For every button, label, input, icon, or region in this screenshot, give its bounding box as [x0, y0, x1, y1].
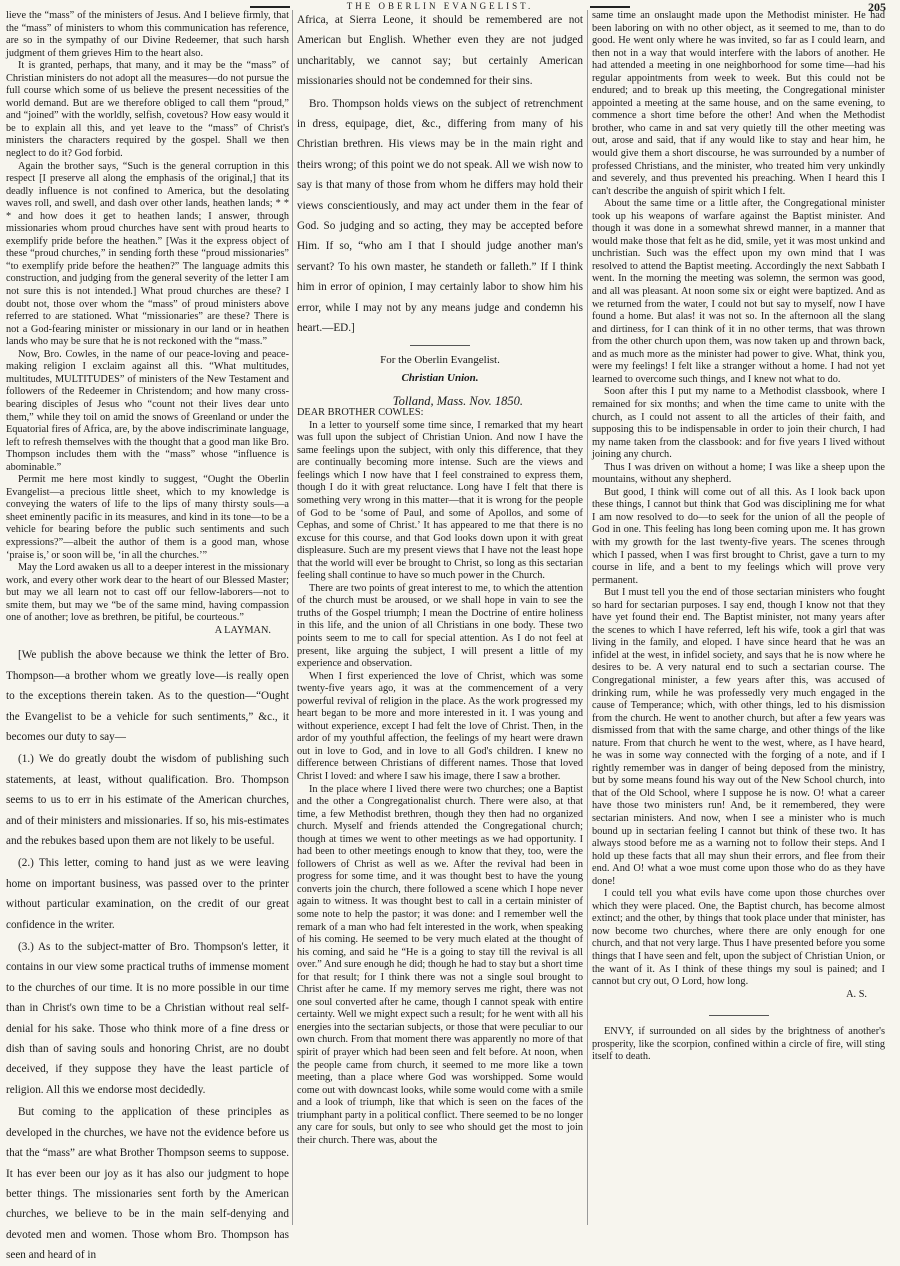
editorial-paragraph: [We publish the above because we think the letter of Bro. Thompson—a brother whom we greatly love—is really open to the exceptions therein taken. As to the question—“Ought the Evangelist to be a vehicle for such sentiments,” &c., it becomes our duty to say—	[6, 649, 289, 743]
signature: A LAYMAN.	[214, 624, 271, 636]
editorial-paragraph: (3.) As to the subject-matter of Bro. Thompson's letter, it contains in our view some practical truths of immense moment to the churches of our time. It is no more possible in our time than in Christ's own time to be a Christian without real self-denial for his sake. Those who think more of a fine dress or dish than of saving souls and honoring Christ, are no doubt deceived, if they suppose they have the least particle of religion. All this we endorse most decidedly.	[6, 941, 289, 1096]
column-3	[592, 10, 885, 1225]
paragraph: But good, I think will come out of all this. As I look back upon these things, I cannot but think that God was disciplining me for what I am now resolved to do—to seek for the union of all the people of God in one. This feeling has long been coming upon me. It has grown with my growth for the last twenty-five years. The scenes through which I passed, when I was first brought to Christ, gave a turn to my course in life, and a bent to my feelings which will prove very permanent.	[592, 486, 885, 586]
paragraph: Again the brother says, “Such is the general corruption in this respect [I preserve all along the emphasis of the original,] that its deadly influence is not confined to America, but the desolating waves roll, and swell, and dash over other lands, heathen lands; * * * and how does it get to heathen lands; I answer, through missionaries whom proud churches have sent with proud hearts to exemplify pride before the heathen.” [Was it the express object of these “proud churches,” in sending forth these “proud missionaries” “to exemplify pride before the heathen?” The language admits this construction, and judging from the general severity of the letter I am not sure this is not intended.] What proud churches are these? I doubt not, those over whom the “mass” of proud ministers above referred to are stationed. What “missionaries” are these? There is not a God-fearing minister or missionary in our land or in heathen lands who may be sure that he is not reckoned with the “mass.”	[6, 160, 289, 348]
signature: A. S.	[846, 988, 867, 1000]
paragraph: I could tell you what evils have come upon those churches over which they were placed. One, the Baptist church, has become almost extinct; and the other, by things that took place under that minister, has now become two churches, where there are only enough for one church, and that not very large. Thus I have presented before you some things that I have seen and felt, upon the subject of Christian Union, or the want of it. As I think of these things my soul is pained; and I cannot but cry out, O Lord, how long.	[592, 888, 885, 988]
editorial-paragraph: (2.) This letter, coming to hand just as we were leaving home on important business, was passed over to the printer without particular examination, on the credit of our great confidence in the writer.	[6, 857, 289, 931]
column-2	[297, 10, 583, 1225]
paragraph: same time an onslaught made upon the Methodist minister. He had been laboring on with no other object, as it seemed to me, than to do good. He went only where he was invited, so far as I could learn, and then not in a way that would interfere with the labors of another. He had attended a meeting in one neighborhood for some time—had his regular appointments from week to week. But this could not be endured; and to break up this meeting, the Congregational minister appointed a meeting at the same house, and on the same evening, to commence a short time before the other! And when the Methodist brother, who came in and sat very quietly till the other meeting was out, arose and said, that if any would like to stay and hear him, he would give them a short discourse, he was surrounded by a number of professed Christians, and the minister, who treated him very unkindly and severely, and thus prevented his preaching. When I heard this I can't describe the anguish of spirit which I felt.	[592, 10, 885, 197]
column-divider	[587, 10, 588, 1225]
paragraph: Now, Bro. Cowles, in the name of our peace-loving and peace-making religion I exclaim against all this. “What multitudes, multitudes, MULTITUDES” of ministers of the New Testament and followers of the Redeemer in Christendom; and how many cross-bearing disciples of Jesus who “count not their lives dear unto them,” while they toil on amid the snows of Greenland or under the Equatorial fires of Africa, are, by the above indiscriminate language, left to refresh themselves with the thought that a good man like Bro. Thompson includes them with the “mass” whose “influence is abominable.”	[6, 348, 289, 473]
envy-aphorism: ENVY, if surrounded on all sides by the brightness of another's prosperity, like the scorpion, confined within a circle of fire, will sting itself to death.	[592, 1026, 885, 1063]
section-rule	[410, 345, 470, 346]
paragraph: About the same time or a little after, the Congregational minister took up his weapons of warfare against the Baptist minister. And though it was done in a somewhat shrewd manner, in a manner that would make those that felt as he did, smile, yet it was most unkind and unchristian. Such was the effect upon my own mind that I was resolved to attend the Baptist meeting. Accordingly the next Sabbath I went. In the morning the meeting was solemn, the sermon was good, and all was pleasant. At noon some six or eight were baptized. And as we returned from the water, I could not but say to myself, now I have found a home. But alas! it was not so. In the afternoon all the slang and dirtiness, for I can think of it in no other terms, that was thrown from the other church upon them, was now taken up and thrown back, and as much more as the minister had power to give. What, think you, were my feelings! I felt like a stranger without a home. I had not yet learned to overcome such things, and I knew not what to do.	[592, 198, 885, 385]
letter-source: For the Oberlin Evangelist.	[380, 353, 500, 366]
section-rule	[709, 1015, 769, 1016]
paragraph: But I must tell you the end of those sectarian ministers who fought so hard for sectarian purposes. I say end, though I know not that they have yet found their end. The Baptist minister, not many years after the scenes to which I have referred, left his wife, took a girl that was living in the family, and eloped. I have since heard that he was an infidel at the west, in infidel society, and says that he is now where he desires to be. A very natural end to such a sectarian course. The Congregational minister, a few years after this, was accused of drinking rum, while he was professedly very much engaged in the cause of Temperance; which, with other things, led to his dismission from the church. He went to another church, but after a few years was dismissed from that with the same charge, and other things of the like nature. From that church he went to the west, where, as I have heard, he was in some way connected with the forging of a note, and if I rightly remember was in danger of being deposed from the ministry, but by some means found his way out of the New School church, into that of the Old School, where I suppose he is now. O! what a career have those two ministers run! And, be it remembered, they were sectarian ministers. And now, when I see a minister who is much bound up in sectarian feeling I cannot but think of these two. It has always stood before me as a warning not to follow their steps. And I hold up these facts that all may shun their errors, and flee from their end. And O! what a woe must come upon those who do as they have done!	[592, 587, 885, 887]
paragraph: lieve the “mass” of the ministers of Jesus. And I believe firmly, that the “mass” of ministers to whom this communication has reference, are so in the sympathy of our Divine Redeemer, that such harsh judgment of them grieves Him to the heart also.	[6, 10, 289, 59]
page-columns	[0, 10, 900, 1262]
paragraph: May the Lord awaken us all to a deeper interest in the missionary work, and every other work dear to the heart of our Blessed Master; but may we all learn not to cast off our fellow-laborers—not to smite them, but may we “be of the same mind, having compassion one of another; love as brethren, be pitiful, be courteous.”	[6, 562, 289, 624]
letter-dateline: Tolland, Mass. Nov. 1850.	[392, 393, 523, 408]
paragraph: There are two points of great interest to me, to which the attention of the church must be aroused, or we shall hope in vain to see the truths of the Gospel triumph; I mean the Doctrine of entire holiness in this life, and the union of all Christians in one body. These two points seem to me to call for special attention. As I do not feel at present, like arguing the subject, I will present a little of my experience and observation.	[297, 582, 583, 670]
paragraph: Permit me here most kindly to suggest, “Ought the Oberlin Evangelist—a precious little sheet, which to my knowledge is conveying the waters of life to the lips of many thirsty souls—a sheet eminently pacific in its measures, and kind in its tone—to be a vehicle for bearing before the public such sentiments and such expressions?”—albeit the author of them is a good man, whose ‘praise is,’ or soon will be, ‘in all the churches.’”	[6, 474, 289, 561]
column-divider	[292, 10, 293, 1225]
letter-salutation: DEAR BROTHER COWLES:	[297, 407, 424, 419]
editorial-paragraph: Bro. Thompson holds views on the subject of retrenchment in dress, equipage, diet, &c., differing from many of his Christian brethren. His views may be in the main right and theirs wrong; of this point we do not speak. All we wish now to say is that many of those from whom he differs may hold their views conscientiously, and may act under them in the fear of God. So judging and so acting, they may be accepted before Him. If so, “who am I that I should judge another man's servant? To his own master, he standeth or falleth.” If I think him in error of opinion, I may certainly labor to show him his error, while I may not by any means judge and condemn his heart.—ED.]	[297, 97, 583, 335]
editorial-paragraph: But coming to the application of these principles as developed in the churches, we have not the evidence before us that the “mass” are what Brother Thompson seems to suppose. It has ever been our joy as it has also our judgment to hope better things. The missionaries sent forth by the American churches, we believe to be in the main self-denying and devoted men and women. Those whom Bro. Thompson has seen and heard of in	[6, 1106, 289, 1262]
column-1	[6, 10, 289, 1262]
letter-title: Christian Union.	[401, 372, 479, 385]
paragraph: It is granted, perhaps, that many, and it may be the “mass” of Christian ministers do not adopt all the measures—do not pursue the full course which some of us believe the present necessities of the world demand. But are we therefore obliged to call them “proud,” and “joined” with the worldly, selfish, covetous? How easy would it be to explain all this, and yet leave to the “mass” of Christ's ministers the characters required by the gospel. Shall we then neglect to do it? God forbid.	[6, 60, 289, 160]
paragraph: Soon after this I put my name to a Methodist classbook, where I remained for six months; and when the time came to unite with the church, as I could not assent to all the articles of their faith, and supposing this to be indispensable in order to join their church, I had my name taken from the classbook: and for five years I lived without joining any church.	[592, 386, 885, 461]
editorial-paragraph: (1.) We do greatly doubt the wisdom of publishing such statements, at least, without qualification. Bro. Thompson seems to us to err in his estimate of the American churches, and of their ministers and missionaries. If so, his mis-estimates and the rebukes based upon them are not likely to be useful.	[6, 753, 289, 847]
editorial-paragraph: Africa, at Sierra Leone, it should be remembered are not American but English. Whether even they are not judged uncharitably, we cannot say; but certainly American missionaries should not be condemned for their sins.	[297, 14, 583, 88]
paragraph: When I first experienced the love of Christ, which was some twenty-five years ago, it was at the commencement of a very powerful revival of religion in the place. As the work progressed my heart began to be more and more interested in it. I was young and without experience, except I had felt the love of Christ. Then, in the ardor of my youthful affection, the feelings of my heart were drawn out in love to God, and in love to all God's children. I knew no difference between Christians of different names. Those that loved Christ I loved: and where I saw his image, there I saw a brother.	[297, 670, 583, 782]
paragraph: In a letter to yourself some time since, I remarked that my heart was full upon the subject of Christian Union. And now I have the same feelings upon the subject, with only this difference, that they are continually becoming more intense. Such are the views and feelings which I now have that I feel constrained to express them, though I do it with great reluctance. Long have I felt that there is something very wrong in this matter—that it is wrong for the people of God to be ‘some of Paul, and some of Apollos, and some of Cephas, and some of Christ.’ It has appeared to me that there is no excuse for this course, and that God looks down upon it with great displeasure. Such are my present views that I have not the least hope that the world will ever be brought to Christ, so long as this sectarian feeling shall continue to have so much power in the Church.	[297, 419, 583, 582]
page-number: 205	[868, 0, 886, 14]
paragraph: In the place where I lived there were two churches; one a Baptist and the other a Congregationalist church. There were also, at that time, a few Methodist brethren, though they then had no organized church. Myself and friends attended the Congregational church; though at times we went to other meetings as we had opportunity. I had been to other meetings enough to know that they, too, were the followers of Christ as well as we. After the revival had been in progress for some time, and it was thought best to have the young converts join the church, there followed a scene which I hope never again to witness. It was thought best to call in a certain minister of some note to help the pastor; it was done: and I remember well the remark of a man who had felt interested in the work, when speaking of his coming. He seemed to be very much elated at the thought of his coming, and said he “He is a going to stay till the revival is all over.” And sure enough he did; though he had to stay but a short time for that result; for I think there was not a single soul brought to Christ after he came. If my memory serves me right, there was not one soul converted after he came, though I cannot speak with entire certainty. Well we might expect such a result; for he went with all his energies into the sectarian subjects, or those that were peculiar to our own church. From that moment there was apparently no more of that spirit of prayer which had been seen and felt before. At noon, when the people came from church, it seemed to me more like a town meeting, than a place where God was worshipped. Some would come out with downcast looks, while some would come with a smile and a look of triumph, like that which is seen on the faces of the triumphant party in a political conflict. There seemed to be no longer any care for souls, but only to see who should get the most to join their church. There was, about the	[297, 783, 583, 1146]
masthead: THE OBERLIN EVANGELIST.	[290, 0, 590, 12]
paragraph: Thus I was driven on without a home; I was like a sheep upon the mountains, without any shepherd.	[592, 461, 885, 486]
